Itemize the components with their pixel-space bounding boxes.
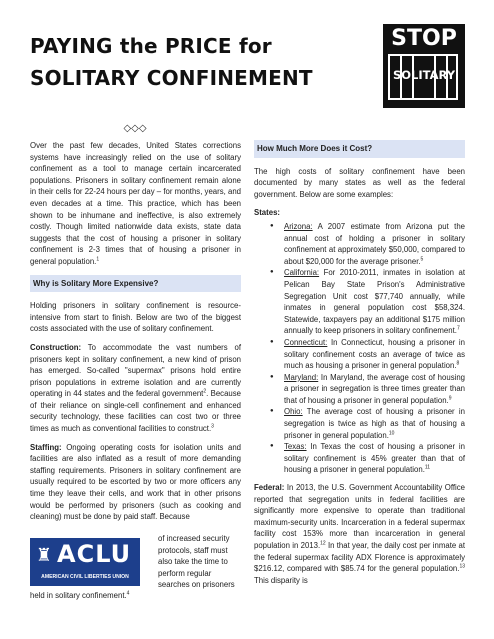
states-list xyxy=(254,221,465,476)
state-text: In Connecticut, housing a prisoner in solitary confinement costs an average of twice as much as housing a prisoner in general population. xyxy=(284,337,465,371)
state-text: In Texas the cost of housing a prisoner in solitary confinement is 45% greater than that of housing a prisoner in general population. xyxy=(284,442,465,475)
footnote-ref: 1 xyxy=(96,256,100,263)
intro-paragraph xyxy=(30,140,241,268)
state-item-ohio xyxy=(254,406,465,441)
section-heading-cost: How Much More Does it Cost? xyxy=(254,140,465,158)
right-column xyxy=(254,140,465,593)
stop-solitary-logo xyxy=(383,24,465,108)
construction-text-a: To accommodate the vast numbers of prisoners kept in solitary confinement, a new kind of prison has emerged. So-called "supermax" prisons hold entire prison populations in extreme isolation and are currently operating in 44 states and the federal government xyxy=(30,342,241,399)
title-line-1: PAYING the PRICE for xyxy=(30,34,272,58)
staffing-text: Ongoing operating costs for isolation units and facilities are also inflated as a result of more demanding staffing requirements. Prisoners in solitary confinement are usually required to be escorted by two or more officers any time they leave their cells, and work that in other prisons would be performed by prisoners (such as cooking and cleaning) must be done by paid staff. Because xyxy=(30,442,241,522)
stop-logo-bottom: SOLITARY xyxy=(392,68,456,82)
state-name: Texas: xyxy=(284,442,307,452)
staffing-wrap-text: of increased security protocols, staff must also take the time to perform regular searches on prisoners xyxy=(158,534,235,590)
footnote-ref: 12 xyxy=(320,540,326,547)
state-item-texas xyxy=(254,441,465,476)
state-item-connecticut xyxy=(254,337,465,372)
federal-text-c: This disparity is xyxy=(254,575,308,585)
intro-text: Over the past few decades, United States corrections systems have increasingly relied on the use of solitary confinement as a tool to manage certain incarcerated populations. Prisoners in solitary confinement remain alone in their cells for 22-24 hours per day – for months, years, and even decades at a time. This practice, which has been shown to be inhumane and ineffective, is also extremely costly. Though limited nationwide data exists, state data suggests that the cost of housing a prisoner in solitary confinement is 2-3 times that of housing a prisoner in general population. xyxy=(30,141,241,266)
state-text: The average cost of housing a prisoner in segregation is twice as high as that of housing a prisoner in general population. xyxy=(284,407,465,440)
aclu-logo-subtitle: AMERICAN CIVIL LIBERTIES UNION xyxy=(41,574,129,580)
state-name: California: xyxy=(284,268,320,278)
state-name: Maryland: xyxy=(284,372,319,382)
states-label: States: xyxy=(254,208,280,218)
ornament-divider: ◇◇◇ xyxy=(123,123,147,134)
state-text: In Maryland, the average cost of housing a prisoner in segregation is three times greater than that of housing a prisoner in general population. xyxy=(284,372,465,405)
stop-logo-top: STOP xyxy=(391,26,457,51)
aclu-logo-name: ACLU xyxy=(57,540,132,568)
state-text: For 2010-2011, inmates in isolation at Pelican Bay State Prison's Administrative Segregation Unit cost $77,740 annually, while inmates in general population cost $58,324. Statewide, taxpayers pay an additional $175 million annually to keep prisoners in solitary confinement. xyxy=(284,268,465,336)
aclu-logo xyxy=(30,538,140,586)
staffing-label: Staffing: xyxy=(30,442,62,452)
staffing-last-line xyxy=(30,590,241,602)
left-column xyxy=(30,140,241,530)
footnote-ref: 3 xyxy=(211,423,214,430)
staffing-paragraph xyxy=(30,442,241,523)
federal-paragraph xyxy=(254,482,465,586)
footnote-ref: 4 xyxy=(126,590,130,597)
federal-text-a: In 2013, the U.S. Government Accountability Office reported that segregation units in federal facilities are significantly more expensive to operate than traditional maximum-security units. Incarceration in a federal supermax facility cost 153% more than incarceration in general population in 2013. xyxy=(254,483,465,550)
footnote-ref: 10 xyxy=(388,430,395,437)
section-heading-why: Why is Solitary More Expensive? xyxy=(30,275,241,293)
title-line-2: SOLITARY CONFINEMENT xyxy=(30,66,313,90)
footnote-ref: 5 xyxy=(420,256,424,263)
federal-label: Federal: xyxy=(254,483,285,493)
state-item-arizona xyxy=(254,221,465,267)
footnote-ref: 8 xyxy=(456,360,460,367)
states-label-paragraph xyxy=(254,207,465,219)
cost-intro-paragraph: The high costs of solitary confinement have been documented by many states as well as the federal government. Below are some examples: xyxy=(254,166,465,199)
state-name: Ohio: xyxy=(284,407,303,417)
state-name: Connecticut: xyxy=(284,337,328,347)
footnote-ref: 13 xyxy=(459,563,465,570)
footnote-ref: 2 xyxy=(203,388,207,395)
footnote-ref: 9 xyxy=(448,395,452,402)
page-title xyxy=(30,30,313,94)
federal-text-b: In that year, the daily cost per inmate at the federal supermax facility ADX Florence is approximately $216.12, compared with $85.74 for the general population. xyxy=(254,541,465,574)
statue-of-liberty-icon: ♜ xyxy=(35,545,53,565)
state-item-maryland xyxy=(254,372,465,407)
footnote-ref: 11 xyxy=(424,464,431,471)
resource-paragraph: Holding prisoners in solitary confinement is resource-intensive from start to finish. Below are two of the biggest costs associated with the use of solitary confinement. xyxy=(30,301,241,334)
footnote-ref: 7 xyxy=(456,325,460,332)
state-item-california xyxy=(254,267,465,337)
last-line-text: held in solitary confinement. xyxy=(30,591,127,600)
construction-label: Construction: xyxy=(30,342,82,352)
state-name: Arizona: xyxy=(284,221,313,231)
construction-paragraph xyxy=(30,342,241,435)
construction-text-b: . Because of their reliance on single-cell confinement and enhanced security technology, these facilities can cost two or three times as much as conventional facilities to construct. xyxy=(30,389,241,434)
state-text: A 2007 estimate from Arizona put the annual cost of holding a prisoner in solitary confinement at approximately $50,000, compared to about $20,000 for the average prisoner. xyxy=(284,221,465,266)
